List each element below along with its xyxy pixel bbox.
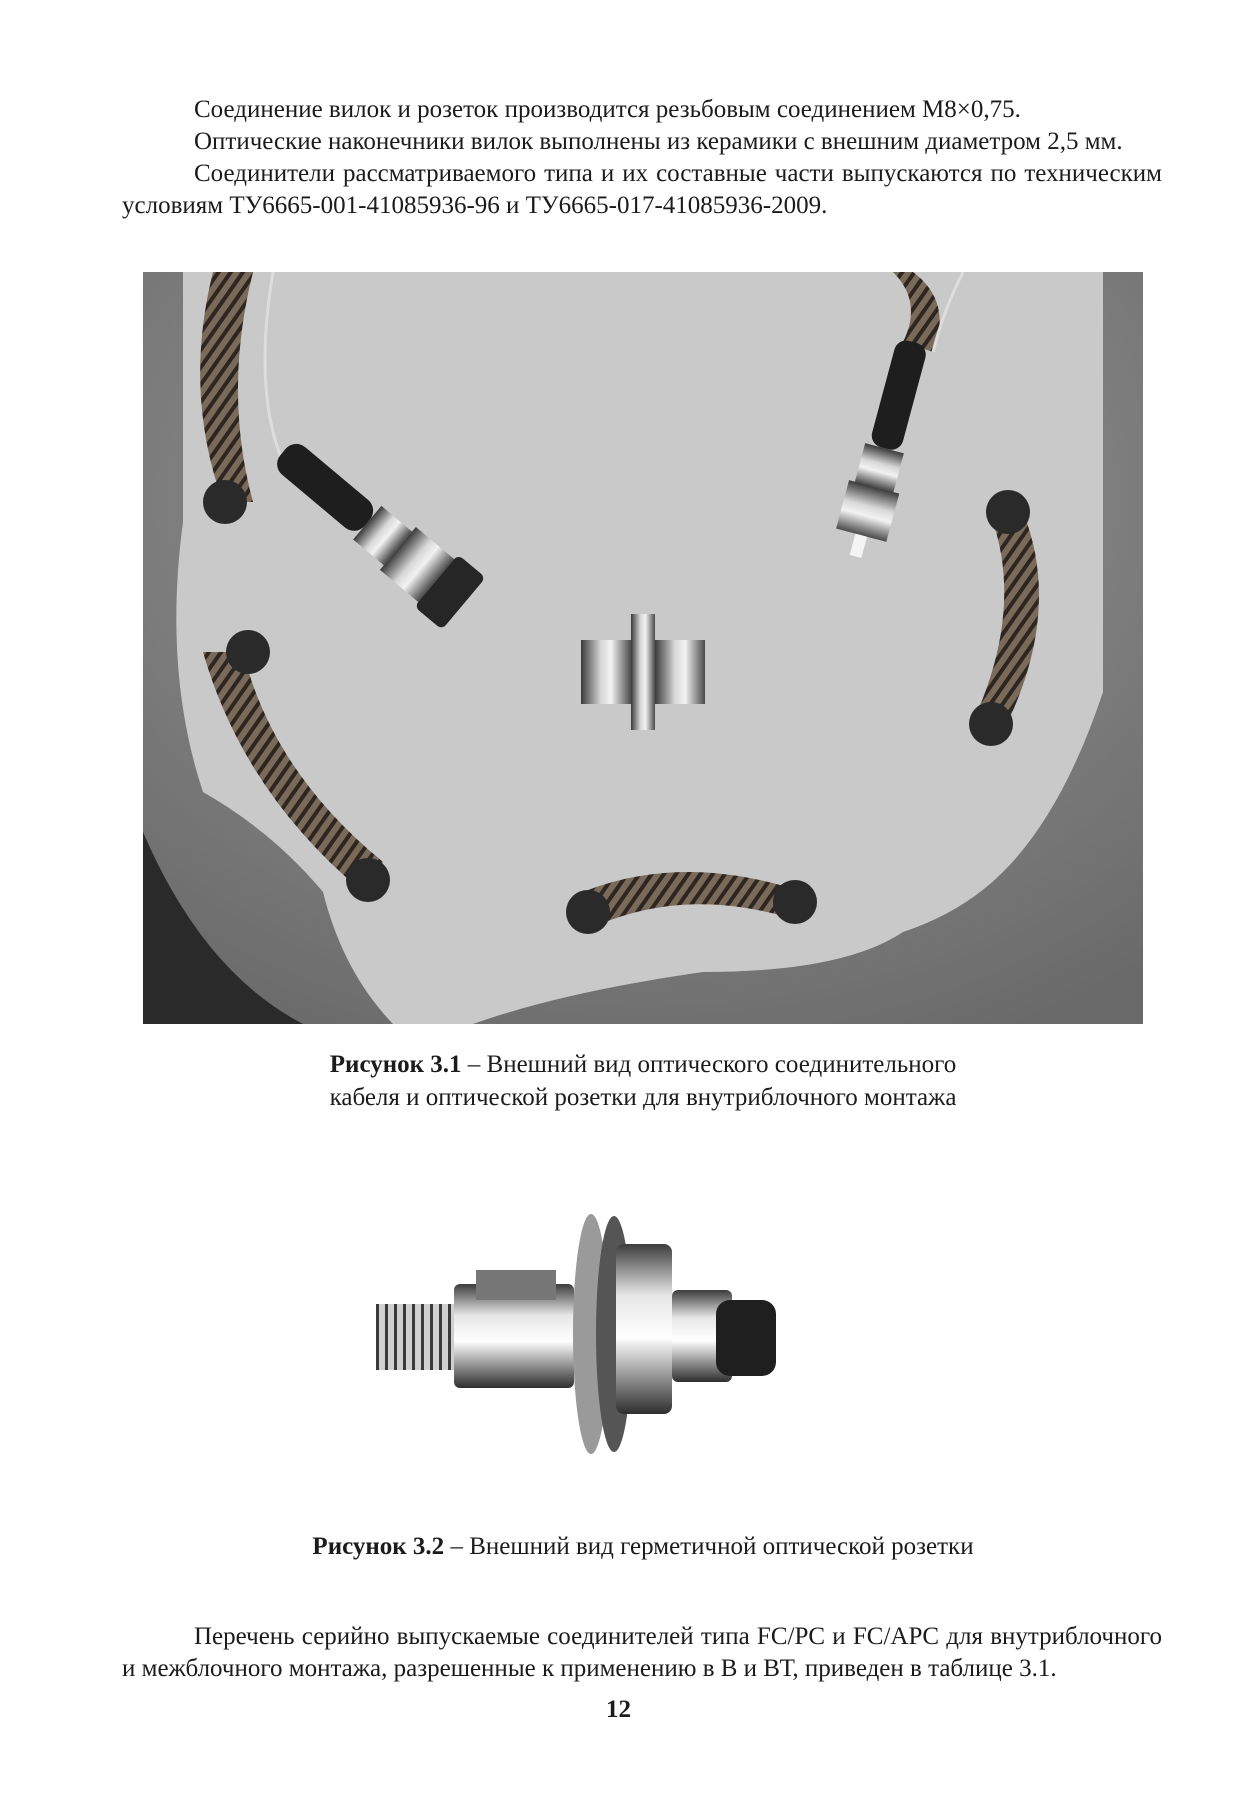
paragraph-thread-connection: Соединение вилок и розеток производится резьбовым соединением М8×0,75. [194,96,1021,123]
figure-3-2-caption-text: Внешний вид герметичной оптической розетки [469,1533,974,1560]
page-number: 12 [606,1696,631,1723]
figure-3-1-caption [143,1048,1143,1114]
paragraph-ceramic-ferrules: Оптические наконечники вилок выполнены из керамики с внешним диаметром 2,5 мм. [194,128,1123,155]
figure-3-2-separator: – [444,1533,470,1560]
paragraph-connector-list: Перечень серийно выпускаемые соединителей типа FC/PC и FC/APC для внутриблочного и межблочного монтажа, разрешенные к применению в В и ВТ, приведен в таблице 3.1. [122,1623,1162,1682]
paragraph-technical-specs: Соединители рассматриваемого типа и их составные части выпускаются по техническим условиям ТУ6665-001-41085936-96 и ТУ6665-017-41085936-2009. [122,160,1162,219]
figure-3-2-label: Рисунок 3.2 [312,1533,445,1560]
figure-3-1-caption-line2: кабеля и оптической розетки для внутриблочного монтажа [329,1084,957,1111]
figure-3-1-label: Рисунок 3.1 [329,1051,462,1078]
figure-3-2-photo [376,1204,776,1484]
figure-3-1-separator: – [461,1051,487,1078]
figure-3-1-photo [143,272,1143,1024]
figure-3-1-caption-line1: Внешний вид оптического соединительного [486,1051,957,1078]
figure-3-2-caption [143,1530,1143,1563]
